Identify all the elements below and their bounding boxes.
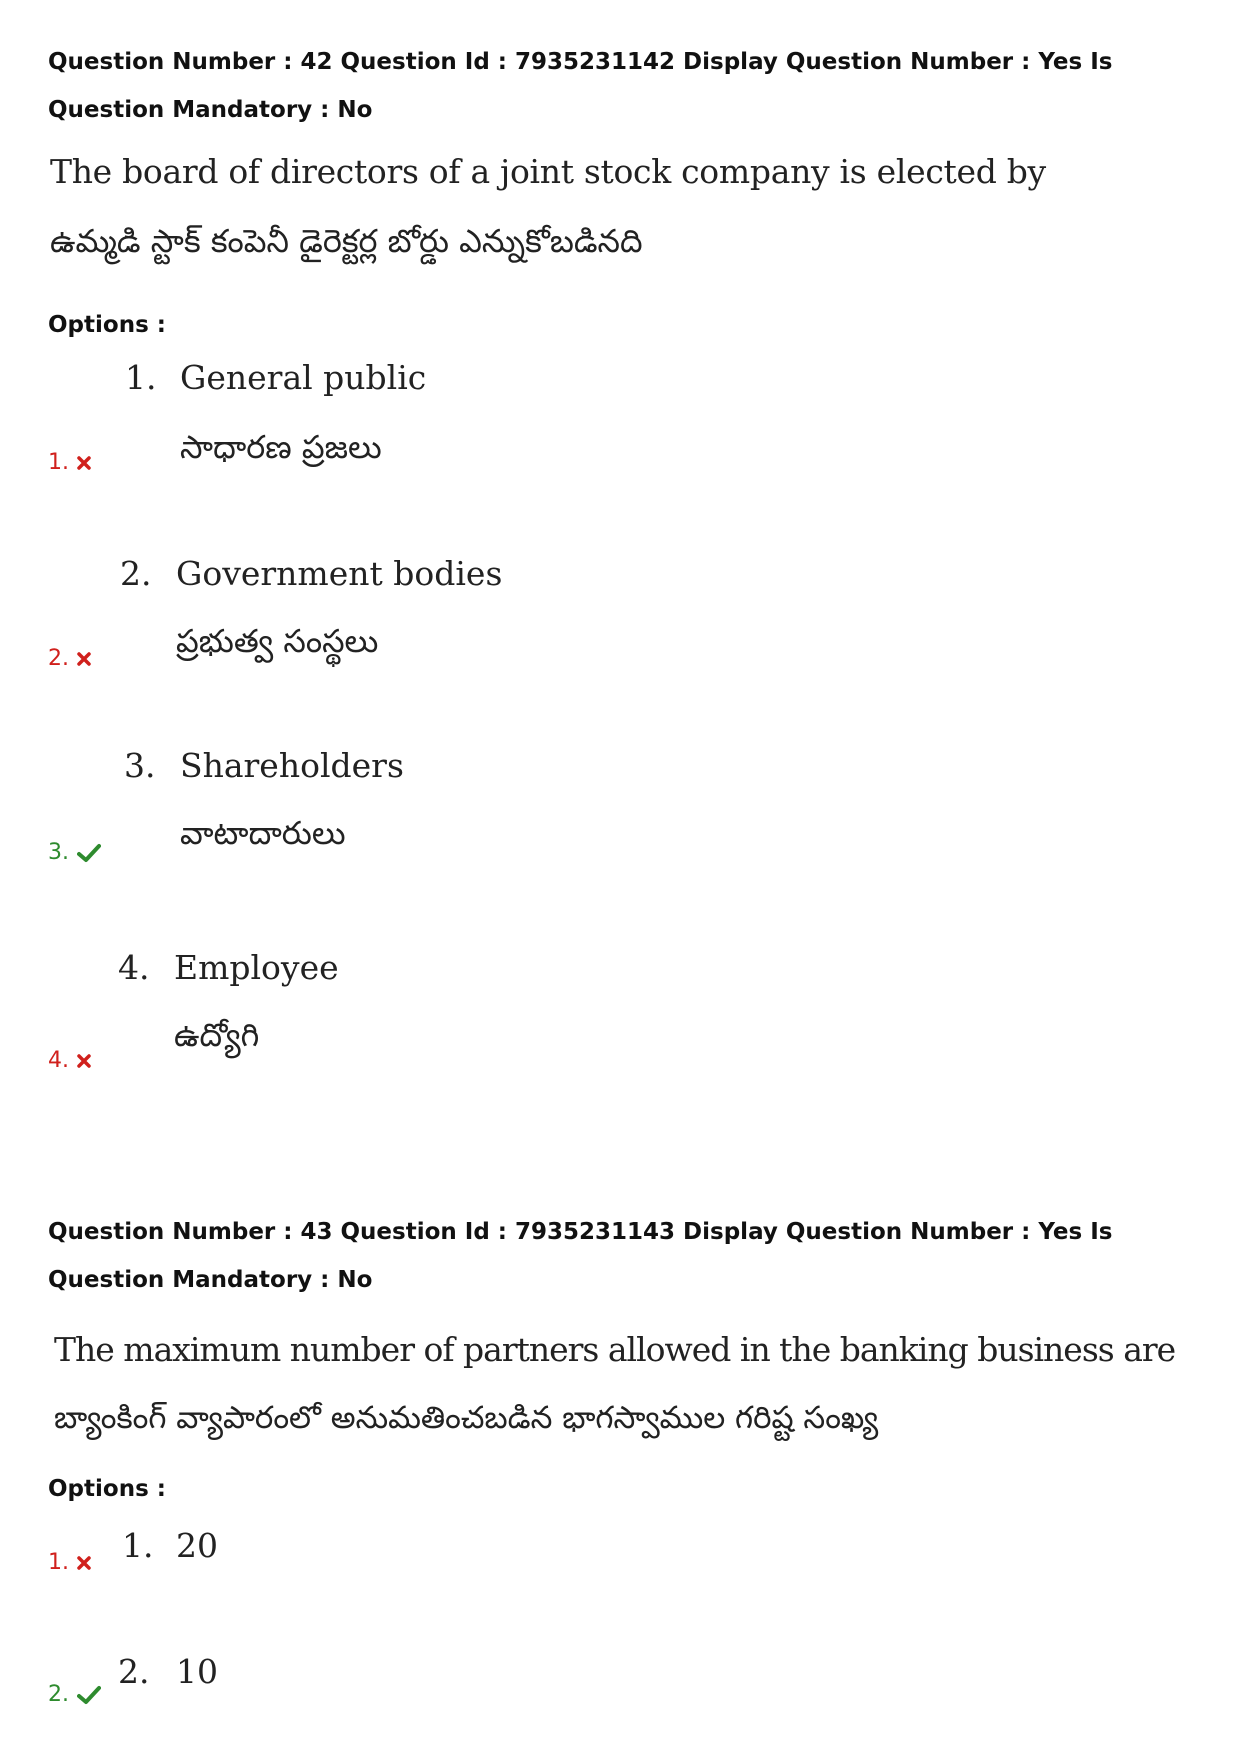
option-marker-label: 1. xyxy=(48,1550,69,1575)
option-marker-label: 4. xyxy=(48,1048,69,1073)
question-text-te: ఉమ్మడి స్టాక్ కంపెనీ డైరెక్టర్ల బోర్డు ఎన్నుకోబడినది xyxy=(50,222,643,260)
question-header: Question Number : 43 Question Id : 7935231143 Display Question Number : Yes Is Question Mandatory : No xyxy=(48,1219,1113,1293)
option-text-en: Shareholders xyxy=(180,746,404,785)
option-text-en: 10 xyxy=(176,1652,218,1691)
option-number: 2. xyxy=(120,554,152,593)
options-label: Options : xyxy=(48,312,166,338)
option-text-te: ఉద్యోగి xyxy=(174,1016,260,1054)
cross-icon xyxy=(77,456,91,470)
question-text-te: బ్యాంకింగ్ వ్యాపారంలో అనుమతించబడిన భాగస్వాముల గరిష్ట సంఖ్య xyxy=(54,1400,879,1436)
option-number: 3. xyxy=(124,746,156,785)
option-text-en: General public xyxy=(180,358,427,397)
option-marker xyxy=(48,1048,91,1073)
option-text-en: Government bodies xyxy=(176,554,503,593)
option-text-te: ప్రభుత్వ సంస్థలు xyxy=(176,622,379,660)
option-marker xyxy=(48,646,91,671)
checkmark-icon xyxy=(77,1685,101,1705)
option-marker-label: 2. xyxy=(48,646,69,671)
options-label: Options : xyxy=(48,1476,166,1502)
option-marker xyxy=(48,1550,91,1575)
option-text-en: 20 xyxy=(176,1526,218,1565)
checkmark-icon xyxy=(77,843,101,863)
question-text-en: The maximum number of partners allowed in the banking business are xyxy=(54,1330,1176,1369)
option-text-te: వాటాదారులు xyxy=(180,814,346,852)
option-marker-label: 3. xyxy=(48,840,69,865)
option-marker-label: 1. xyxy=(48,450,69,475)
option-marker-label: 2. xyxy=(48,1682,69,1707)
cross-icon xyxy=(77,652,91,666)
question-header: Question Number : 42 Question Id : 7935231142 Display Question Number : Yes Is Question Mandatory : No xyxy=(48,49,1113,123)
option-number: 1. xyxy=(122,1526,154,1565)
option-number: 4. xyxy=(118,948,150,987)
cross-icon xyxy=(77,1054,91,1068)
option-number: 2. xyxy=(118,1652,150,1691)
option-marker xyxy=(48,840,101,865)
option-text-en: Employee xyxy=(174,948,339,987)
cross-icon xyxy=(77,1556,91,1570)
question-text-en: The board of directors of a joint stock company is elected by xyxy=(50,152,1046,191)
option-marker xyxy=(48,450,91,475)
option-text-te: సాధారణ ప్రజలు xyxy=(180,428,382,466)
option-number: 1. xyxy=(125,358,157,397)
option-marker xyxy=(48,1682,101,1707)
